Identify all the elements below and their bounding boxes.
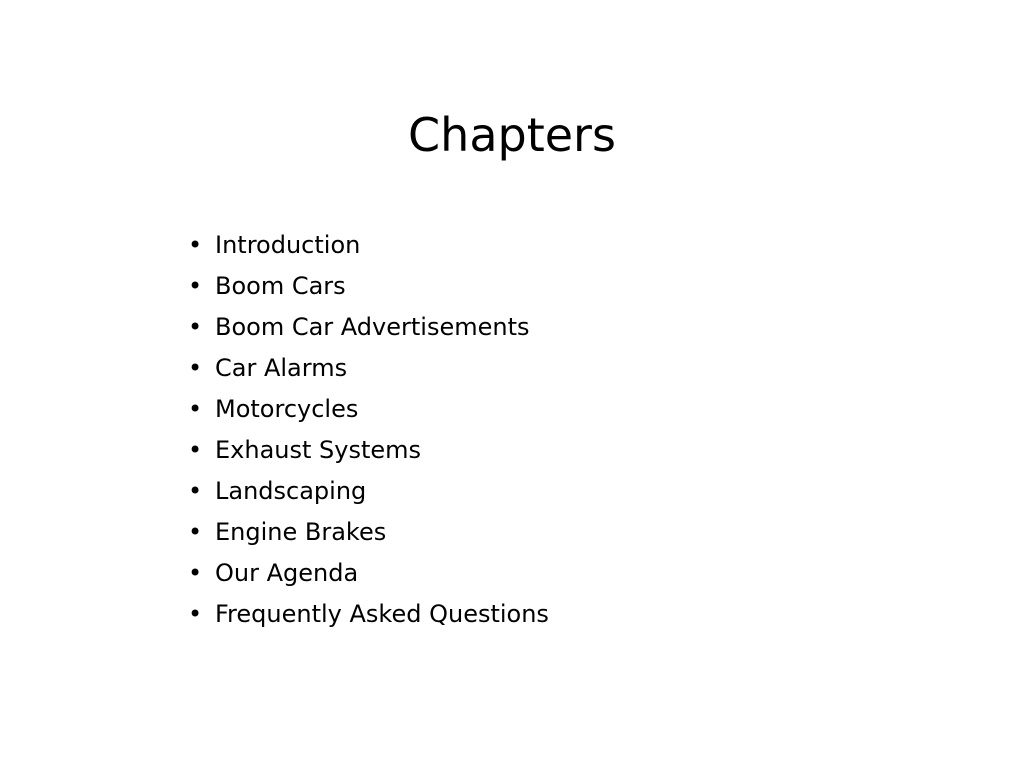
chapter-label: Our Agenda: [215, 559, 359, 587]
chapter-label: Boom Car Advertisements: [215, 313, 530, 341]
chapter-label: Boom Cars: [215, 272, 346, 300]
bullet-icon: •: [188, 436, 203, 464]
slide-title: Chapters: [408, 108, 616, 162]
chapter-label: Exhaust Systems: [215, 436, 422, 464]
chapter-label: Car Alarms: [215, 354, 348, 382]
bullet-icon: •: [188, 354, 203, 382]
bullet-icon: •: [188, 313, 203, 341]
chapter-label: Introduction: [215, 231, 361, 259]
chapter-label: Motorcycles: [215, 395, 359, 423]
bullet-icon: •: [188, 272, 203, 300]
chapter-label: Engine Brakes: [215, 518, 387, 546]
chapter-label: Landscaping: [215, 477, 367, 505]
chapter-label: Frequently Asked Questions: [215, 600, 549, 628]
bullet-icon: •: [188, 231, 203, 259]
bullet-icon: •: [188, 600, 203, 628]
bullet-icon: •: [188, 477, 203, 505]
bullet-icon: •: [188, 518, 203, 546]
bullet-icon: •: [188, 559, 203, 587]
bullet-icon: •: [188, 395, 203, 423]
